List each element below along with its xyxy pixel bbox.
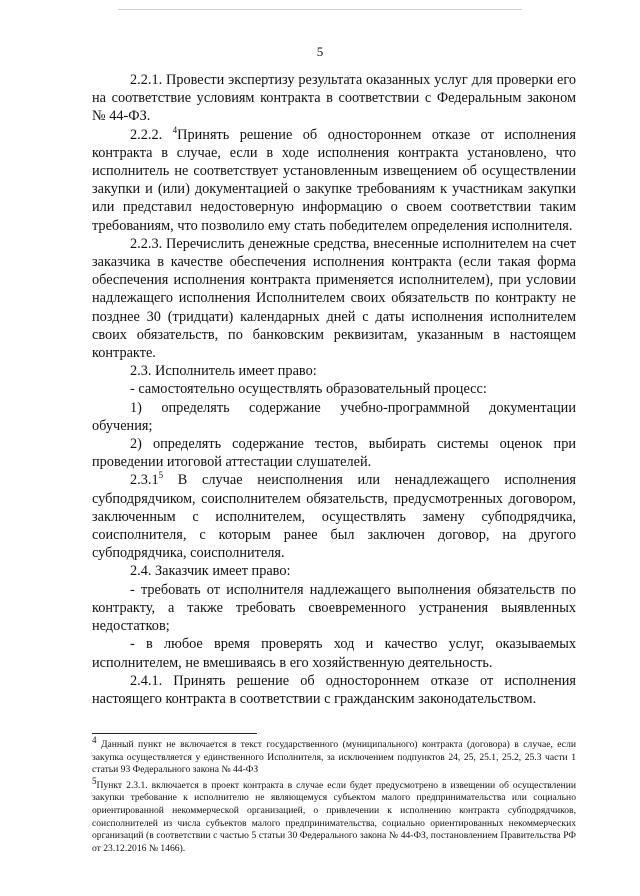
footnote-mark: 4: [92, 734, 97, 745]
clause-2-3-item-2: 2) определять содержание тестов, выбирать системы оценок при проведении итоговой аттестации слушателей.: [92, 436, 576, 471]
top-scan-line: [118, 9, 522, 10]
document-body: [92, 71, 576, 708]
clause-2-2-1: 2.2.1. Провести экспертизу результата оказанных услуг для проверки его на соответствие условиям контракта в соответствии с Федеральным законом № 44-ФЗ.: [92, 72, 576, 125]
footnote-ref-4: 4: [172, 124, 178, 135]
clause-2-3: 2.3. Исполнитель имеет право:: [130, 363, 317, 380]
footnote-5: $^5$Пункт 2.3.1. включается в проект контракта в случае если будет предусмотрено в извещении об осуществлении закупки требование к исполнителю не являющемуся субъектом малого предпринимательства или социально ориентированной некоммерческой организацией, о привлечении к исполнению контракта субподрядчиков, соисполнителей из числа субъектов малого предпринимательства, социально ориентированных некоммерческих организаций (в соответствии с частью 5 статьи 30 Федерального закона № 44-ФЗ, постановлением Правительства РФ от 23.12.2016 № 1466).: [92, 775, 576, 854]
clause-2-2-2: 2.2.2. $^4$Принять решение об одностороннем отказе от исполнения контракта в случае, если в ходе исполнения контракта установлено, что исполнитель не соответствует установленным извещением об осуществлении закупки и (или) документацией о закупке требованиям к участникам закупки или представил недостоверную информацию о своем соответствии таким требованиям, что позволило ему стать победителем определения исполнителя.: [92, 124, 576, 234]
clause-2-2-3: 2.2.3. Перечислить денежные средства, внесенные исполнителем на счет заказчика в качестве обеспечения исполнения контракта (если такая форма обеспечения исполнения контракта применяется исполнителем), при условии надлежащего исполнения Исполнителем своих обязательств по контракту не позднее 30 (тридцати) календарных дней с даты исполнения исполнителем своих обязательств, по банковским реквизитам, указанным в настоящем контракте.: [92, 235, 576, 362]
clause-2-3-item-a: - самостоятельно осуществлять образовательный процесс:: [130, 381, 487, 398]
clause-2-4-1: 2.4.1. Принять решение об одностороннем отказе от исполнения настоящего контракта в соответствии с гражданским законодательством.: [92, 672, 576, 707]
clause-2-3-item-1: 1) определять содержание учебно-программной документации обучения;: [92, 399, 576, 434]
clause-2-3-1: 2.3.1$^5$ В случае неисполнения или ненадлежащего исполнения субподрядчиком, соисполнителем обязательств, предусмотренных договором, заключенным с исполнителем, осуществлять замену субподрядчика, соисполнителя, с которым ранее был заключен договор, на другого субподрядчика, соисполнителя.: [92, 470, 576, 562]
clause-2-4: 2.4. Заказчик имеет право:: [130, 563, 291, 580]
footnote-4: $^4$ Данный пункт не включается в текст государственного (муниципального) контракта (договора) в случае, если закупка осуществляется у единственного Исполнителя, за исключением подпунктов 24, 25, 25.1, 25.2, 25.3 части 1 статьи 93 Федерального закона № 44-ФЗ: [92, 734, 576, 776]
footnote-mark: 5: [92, 775, 97, 786]
footnote-ref-5: 5: [158, 470, 164, 481]
page-number: 5: [316, 44, 324, 59]
clause-2-4-item-b: - в любое время проверять ход и качество услуг, оказываемых исполнителем, не вмешиваясь в его хозяйственную деятельность.: [92, 636, 576, 671]
footnotes: [92, 734, 576, 857]
footnote-divider: [92, 733, 257, 734]
clause-2-4-item-a: - требовать от исполнителя надлежащего выполнения обязательств по контракту, а также требовать своевременного устранения выявленных недостатков;: [92, 581, 576, 635]
